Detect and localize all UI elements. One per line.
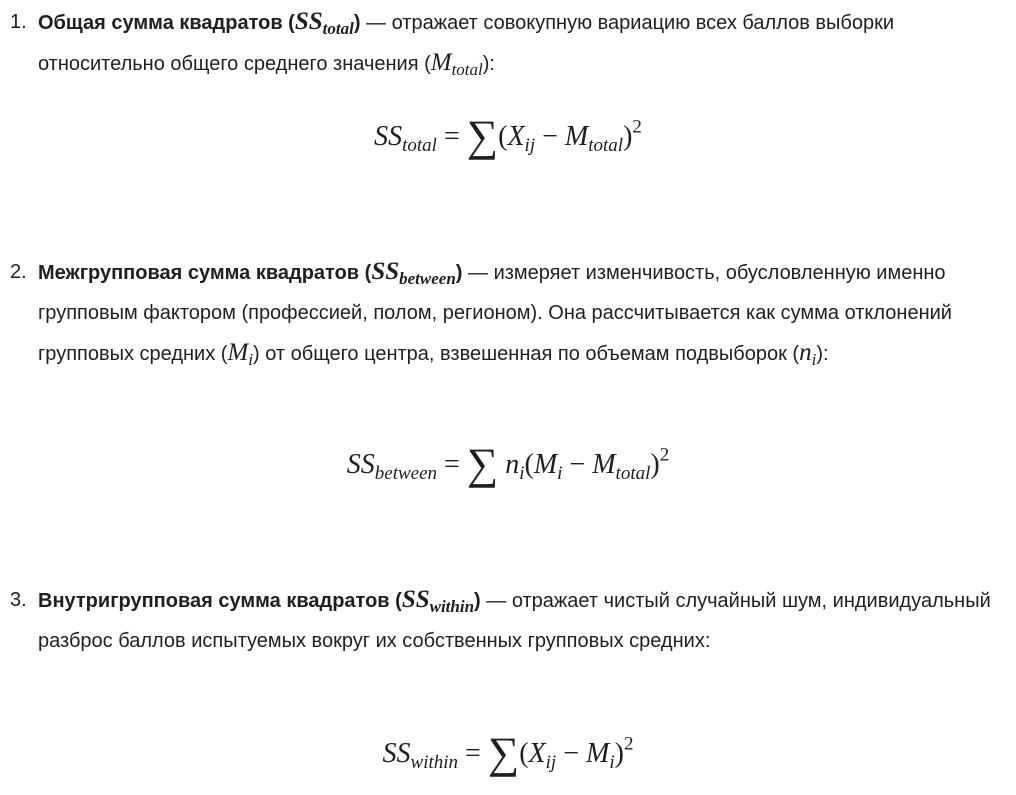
list-number: 1. <box>10 11 27 33</box>
sum-symbol: ∑ <box>466 439 499 489</box>
formula-ss-within: $SS_{within} = \sum(X_{ij} - M_i)^2$ <box>382 728 634 778</box>
title-symbol: $SS_{within}$ <box>401 586 475 616</box>
list-item-between <box>0 252 1010 374</box>
item-paragraph: Общая сумма квадратов $(SS_{total})$ — отражает совокупную вариацию всех баллов выборки относительно общего среднего значения $(M_{total})$: <box>38 8 895 79</box>
ref-symbol: $M_i$ <box>227 339 254 369</box>
item-description: — отражает совокупную вариацию всех баллов выборки относительно общего среднего значения ( <box>38 12 895 75</box>
formula-ss-total: $SS_{total} = \sum(X_{ij} - M_{total})^2$ <box>374 111 642 161</box>
title-symbol: $SS_{between}$ <box>371 258 456 288</box>
ref-symbol-n: $n_i$ <box>799 339 817 369</box>
formula-ss-between: $SS_{between}$ = ∑ $n_i(M_i - M_{total})^2$ <box>346 439 670 489</box>
item-description: — измеряет изменчивость, обусловленную именно групповым фактором (профессией, полом, регионом). Она рассчитывается как сумма отклонений групповых средних ( <box>38 262 952 365</box>
list-item-total <box>0 2 1010 84</box>
item-title: Общая сумма квадратов $(SS_{total})$ <box>38 8 361 38</box>
sum-symbol: ∑ <box>466 111 499 161</box>
item-paragraph <box>38 580 1010 661</box>
list-number: 2. <box>10 261 27 283</box>
list-number: 3. <box>10 589 27 611</box>
title-symbol: $SS_{total}$ <box>294 8 354 38</box>
item-title: Внутригрупповая сумма квадратов $(SS_{within})$ <box>38 586 481 616</box>
ref-symbol: $M_{total}$ <box>430 49 483 79</box>
item-paragraph: Межгрупповая сумма квадратов $(SS_{between})$ — измеряет изменчивость, обусловленную именно групповым фактором (профессией, полом, регионом). Она рассчитывается как сумма отклонений групповых средних $(M_i)$ от общего центра, взвешенная по объемам подвыборок $(n_i)$: <box>38 258 952 369</box>
item-title: Межгрупповая сумма квадратов $(SS_{between})$ <box>38 258 463 288</box>
item-description: — отражает чистый случайный шум, индивидуальный разброс баллов испытуемых вокруг их собственных групповых средних: <box>38 590 991 652</box>
list-item-within <box>0 580 1010 661</box>
sum-symbol: ∑ <box>487 728 520 778</box>
